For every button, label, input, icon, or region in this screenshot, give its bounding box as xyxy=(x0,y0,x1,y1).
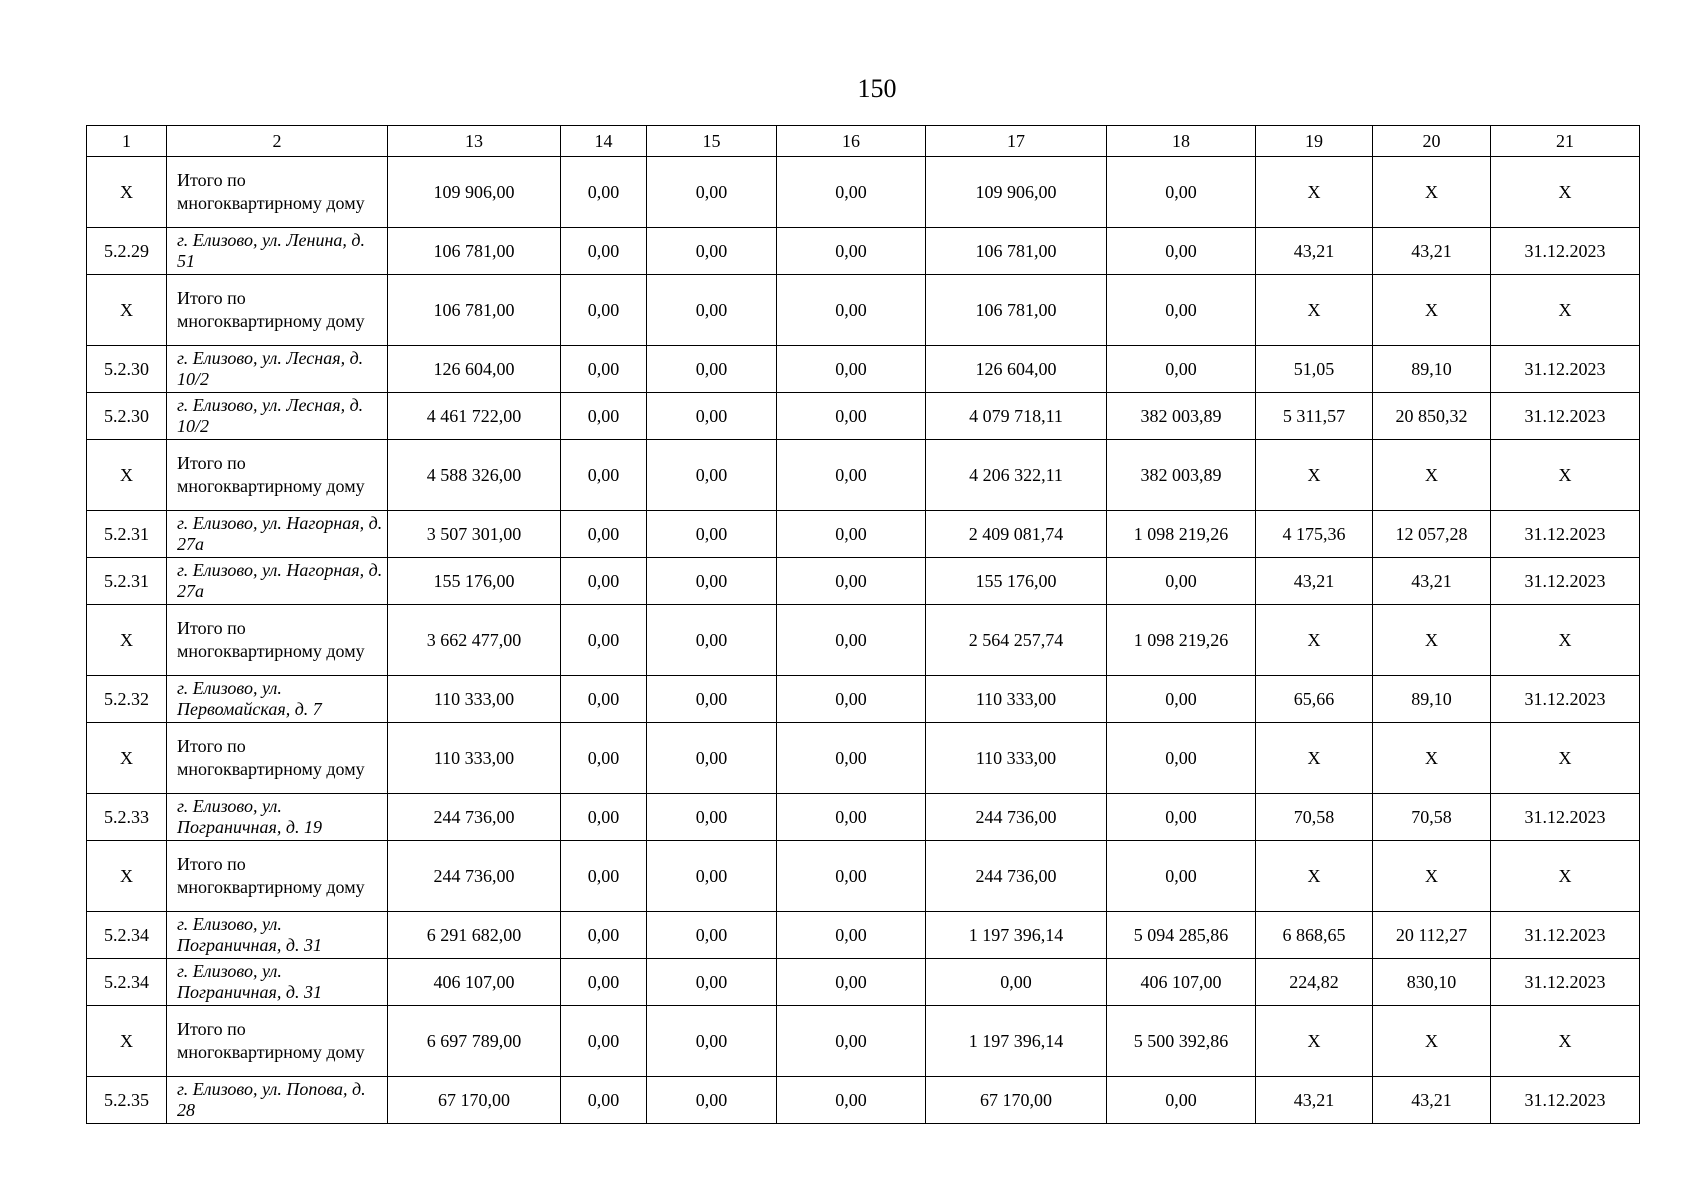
col-14-cell: 0,00 xyxy=(561,228,647,275)
col-15-cell: 0,00 xyxy=(647,511,777,558)
cost-total-cell: 126 604,00 xyxy=(388,346,561,393)
col-16-cell: 0,00 xyxy=(777,605,926,676)
table-row xyxy=(87,393,1640,440)
col-17-cell: 109 906,00 xyxy=(926,157,1107,228)
total-row xyxy=(87,275,1640,346)
col-14-cell: 0,00 xyxy=(561,157,647,228)
col-15-cell: 0,00 xyxy=(647,605,777,676)
col-17-cell: 2 409 081,74 xyxy=(926,511,1107,558)
table-body xyxy=(87,126,1640,1124)
col-16-cell: 0,00 xyxy=(777,1077,926,1124)
col-19-cell: 43,21 xyxy=(1256,558,1373,605)
col-20-cell: 43,21 xyxy=(1373,558,1491,605)
row-number-cell: X xyxy=(87,605,167,676)
col-18-cell: 0,00 xyxy=(1107,723,1256,794)
cost-total-cell: 155 176,00 xyxy=(388,558,561,605)
col-18-cell: 406 107,00 xyxy=(1107,959,1256,1006)
row-number-cell: X xyxy=(87,157,167,228)
row-number-cell: 5.2.29 xyxy=(87,228,167,275)
col-14-cell: 0,00 xyxy=(561,794,647,841)
col-14-cell: 0,00 xyxy=(561,1077,647,1124)
completion-date-cell: X xyxy=(1491,1006,1640,1077)
col-16-cell: 0,00 xyxy=(777,676,926,723)
col-18-cell: 382 003,89 xyxy=(1107,440,1256,511)
cost-total-cell: 4 461 722,00 xyxy=(388,393,561,440)
col-20-cell: X xyxy=(1373,723,1491,794)
col-16-cell: 0,00 xyxy=(777,558,926,605)
col-16-cell: 0,00 xyxy=(777,912,926,959)
col-20-cell: 830,10 xyxy=(1373,959,1491,1006)
col-20-cell: 89,10 xyxy=(1373,676,1491,723)
col-14-cell: 0,00 xyxy=(561,605,647,676)
column-number-header-row xyxy=(87,126,1640,157)
col-17-cell: 244 736,00 xyxy=(926,794,1107,841)
col-17-cell: 4 079 718,11 xyxy=(926,393,1107,440)
total-row xyxy=(87,440,1640,511)
col-19-cell: 43,21 xyxy=(1256,1077,1373,1124)
column-header: 14 xyxy=(561,126,647,157)
col-18-cell: 0,00 xyxy=(1107,676,1256,723)
col-14-cell: 0,00 xyxy=(561,959,647,1006)
col-18-cell: 0,00 xyxy=(1107,346,1256,393)
total-row xyxy=(87,1006,1640,1077)
col-19-cell: 70,58 xyxy=(1256,794,1373,841)
col-16-cell: 0,00 xyxy=(777,841,926,912)
table-row xyxy=(87,676,1640,723)
column-header: 2 xyxy=(167,126,388,157)
completion-date-cell: 31.12.2023 xyxy=(1491,393,1640,440)
col-19-cell: X xyxy=(1256,157,1373,228)
completion-date-cell: 31.12.2023 xyxy=(1491,228,1640,275)
address-cell: Итого по многоквартирному дому xyxy=(167,605,388,676)
col-20-cell: X xyxy=(1373,1006,1491,1077)
col-17-cell: 0,00 xyxy=(926,959,1107,1006)
col-17-cell: 67 170,00 xyxy=(926,1077,1107,1124)
col-14-cell: 0,00 xyxy=(561,912,647,959)
col-19-cell: X xyxy=(1256,723,1373,794)
row-number-cell: X xyxy=(87,1006,167,1077)
completion-date-cell: 31.12.2023 xyxy=(1491,558,1640,605)
col-20-cell: X xyxy=(1373,605,1491,676)
col-20-cell: X xyxy=(1373,157,1491,228)
address-cell: г. Елизово, ул. Пограничная, д. 31 xyxy=(167,959,388,1006)
row-number-cell: X xyxy=(87,440,167,511)
row-number-cell: X xyxy=(87,841,167,912)
row-number-cell: 5.2.35 xyxy=(87,1077,167,1124)
col-18-cell: 382 003,89 xyxy=(1107,393,1256,440)
row-number-cell: 5.2.30 xyxy=(87,393,167,440)
completion-date-cell: X xyxy=(1491,157,1640,228)
col-17-cell: 2 564 257,74 xyxy=(926,605,1107,676)
row-number-cell: 5.2.31 xyxy=(87,511,167,558)
col-20-cell: X xyxy=(1373,440,1491,511)
address-cell: Итого по многоквартирному дому xyxy=(167,275,388,346)
address-cell: г. Елизово, ул. Ленина, д. 51 xyxy=(167,228,388,275)
completion-date-cell: 31.12.2023 xyxy=(1491,959,1640,1006)
completion-date-cell: 31.12.2023 xyxy=(1491,346,1640,393)
col-15-cell: 0,00 xyxy=(647,393,777,440)
col-17-cell: 110 333,00 xyxy=(926,723,1107,794)
col-16-cell: 0,00 xyxy=(777,511,926,558)
data-table xyxy=(86,125,1640,1124)
cost-total-cell: 3 507 301,00 xyxy=(388,511,561,558)
col-19-cell: 65,66 xyxy=(1256,676,1373,723)
col-18-cell: 0,00 xyxy=(1107,558,1256,605)
table-row xyxy=(87,1077,1640,1124)
completion-date-cell: X xyxy=(1491,275,1640,346)
col-20-cell: X xyxy=(1373,275,1491,346)
col-14-cell: 0,00 xyxy=(561,440,647,511)
col-15-cell: 0,00 xyxy=(647,676,777,723)
col-16-cell: 0,00 xyxy=(777,723,926,794)
col-19-cell: X xyxy=(1256,605,1373,676)
row-number-cell: 5.2.34 xyxy=(87,912,167,959)
address-cell: Итого по многоквартирному дому xyxy=(167,723,388,794)
col-20-cell: 20 850,32 xyxy=(1373,393,1491,440)
col-17-cell: 1 197 396,14 xyxy=(926,912,1107,959)
total-row xyxy=(87,157,1640,228)
table-row xyxy=(87,558,1640,605)
col-15-cell: 0,00 xyxy=(647,228,777,275)
col-14-cell: 0,00 xyxy=(561,723,647,794)
completion-date-cell: X xyxy=(1491,841,1640,912)
page-number: 150 xyxy=(857,74,897,103)
address-cell: Итого по многоквартирному дому xyxy=(167,440,388,511)
col-17-cell: 106 781,00 xyxy=(926,228,1107,275)
completion-date-cell: X xyxy=(1491,723,1640,794)
cost-total-cell: 6 697 789,00 xyxy=(388,1006,561,1077)
row-number-cell: 5.2.30 xyxy=(87,346,167,393)
address-cell: г. Елизово, ул. Лесная, д. 10/2 xyxy=(167,393,388,440)
address-cell: Итого по многоквартирному дому xyxy=(167,1006,388,1077)
col-20-cell: 12 057,28 xyxy=(1373,511,1491,558)
total-row xyxy=(87,723,1640,794)
cost-total-cell: 6 291 682,00 xyxy=(388,912,561,959)
col-14-cell: 0,00 xyxy=(561,511,647,558)
address-cell: г. Елизово, ул. Пограничная, д. 19 xyxy=(167,794,388,841)
column-header: 18 xyxy=(1107,126,1256,157)
total-row xyxy=(87,841,1640,912)
table-row xyxy=(87,346,1640,393)
col-16-cell: 0,00 xyxy=(777,393,926,440)
address-cell: г. Елизово, ул. Лесная, д. 10/2 xyxy=(167,346,388,393)
table-row xyxy=(87,912,1640,959)
col-19-cell: 4 175,36 xyxy=(1256,511,1373,558)
total-row xyxy=(87,605,1640,676)
column-header: 13 xyxy=(388,126,561,157)
col-18-cell: 5 500 392,86 xyxy=(1107,1006,1256,1077)
row-number-cell: 5.2.33 xyxy=(87,794,167,841)
cost-total-cell: 244 736,00 xyxy=(388,794,561,841)
col-15-cell: 0,00 xyxy=(647,959,777,1006)
col-16-cell: 0,00 xyxy=(777,275,926,346)
column-header: 16 xyxy=(777,126,926,157)
col-15-cell: 0,00 xyxy=(647,794,777,841)
col-16-cell: 0,00 xyxy=(777,440,926,511)
col-15-cell: 0,00 xyxy=(647,558,777,605)
col-17-cell: 4 206 322,11 xyxy=(926,440,1107,511)
col-18-cell: 0,00 xyxy=(1107,157,1256,228)
cost-total-cell: 109 906,00 xyxy=(388,157,561,228)
row-number-cell: X xyxy=(87,275,167,346)
cost-total-cell: 67 170,00 xyxy=(388,1077,561,1124)
col-17-cell: 126 604,00 xyxy=(926,346,1107,393)
col-15-cell: 0,00 xyxy=(647,723,777,794)
col-15-cell: 0,00 xyxy=(647,275,777,346)
col-15-cell: 0,00 xyxy=(647,157,777,228)
col-18-cell: 0,00 xyxy=(1107,228,1256,275)
completion-date-cell: 31.12.2023 xyxy=(1491,794,1640,841)
column-header: 15 xyxy=(647,126,777,157)
col-17-cell: 1 197 396,14 xyxy=(926,1006,1107,1077)
column-header: 20 xyxy=(1373,126,1491,157)
col-15-cell: 0,00 xyxy=(647,912,777,959)
column-header: 1 xyxy=(87,126,167,157)
table-row xyxy=(87,959,1640,1006)
col-19-cell: X xyxy=(1256,841,1373,912)
row-number-cell: 5.2.34 xyxy=(87,959,167,1006)
table-row xyxy=(87,228,1640,275)
col-20-cell: X xyxy=(1373,841,1491,912)
col-15-cell: 0,00 xyxy=(647,440,777,511)
col-19-cell: 43,21 xyxy=(1256,228,1373,275)
col-19-cell: 51,05 xyxy=(1256,346,1373,393)
col-19-cell: 6 868,65 xyxy=(1256,912,1373,959)
col-16-cell: 0,00 xyxy=(777,228,926,275)
col-19-cell: X xyxy=(1256,440,1373,511)
column-header: 21 xyxy=(1491,126,1640,157)
cost-total-cell: 244 736,00 xyxy=(388,841,561,912)
col-14-cell: 0,00 xyxy=(561,676,647,723)
address-cell: г. Елизово, ул. Попова, д. 28 xyxy=(167,1077,388,1124)
cost-total-cell: 406 107,00 xyxy=(388,959,561,1006)
col-20-cell: 43,21 xyxy=(1373,228,1491,275)
col-17-cell: 244 736,00 xyxy=(926,841,1107,912)
col-16-cell: 0,00 xyxy=(777,794,926,841)
completion-date-cell: 31.12.2023 xyxy=(1491,511,1640,558)
col-17-cell: 110 333,00 xyxy=(926,676,1107,723)
address-cell: г. Елизово, ул. Пограничная, д. 31 xyxy=(167,912,388,959)
col-19-cell: 5 311,57 xyxy=(1256,393,1373,440)
col-19-cell: X xyxy=(1256,275,1373,346)
address-cell: г. Елизово, ул. Нагорная, д. 27а xyxy=(167,558,388,605)
col-14-cell: 0,00 xyxy=(561,346,647,393)
completion-date-cell: 31.12.2023 xyxy=(1491,912,1640,959)
row-number-cell: 5.2.32 xyxy=(87,676,167,723)
table-row xyxy=(87,794,1640,841)
col-15-cell: 0,00 xyxy=(647,346,777,393)
cost-total-cell: 106 781,00 xyxy=(388,228,561,275)
address-cell: Итого по многоквартирному дому xyxy=(167,157,388,228)
col-20-cell: 70,58 xyxy=(1373,794,1491,841)
address-cell: г. Елизово, ул. Первомайская, д. 7 xyxy=(167,676,388,723)
completion-date-cell: 31.12.2023 xyxy=(1491,1077,1640,1124)
address-cell: Итого по многоквартирному дому xyxy=(167,841,388,912)
completion-date-cell: X xyxy=(1491,605,1640,676)
cost-total-cell: 3 662 477,00 xyxy=(388,605,561,676)
col-18-cell: 0,00 xyxy=(1107,275,1256,346)
col-14-cell: 0,00 xyxy=(561,1006,647,1077)
column-header: 17 xyxy=(926,126,1107,157)
table-row xyxy=(87,511,1640,558)
cost-total-cell: 110 333,00 xyxy=(388,676,561,723)
col-18-cell: 1 098 219,26 xyxy=(1107,511,1256,558)
completion-date-cell: X xyxy=(1491,440,1640,511)
col-17-cell: 106 781,00 xyxy=(926,275,1107,346)
col-17-cell: 155 176,00 xyxy=(926,558,1107,605)
col-16-cell: 0,00 xyxy=(777,959,926,1006)
cost-total-cell: 110 333,00 xyxy=(388,723,561,794)
row-number-cell: 5.2.31 xyxy=(87,558,167,605)
col-16-cell: 0,00 xyxy=(777,346,926,393)
col-20-cell: 43,21 xyxy=(1373,1077,1491,1124)
address-cell: г. Елизово, ул. Нагорная, д. 27а xyxy=(167,511,388,558)
col-15-cell: 0,00 xyxy=(647,1077,777,1124)
col-20-cell: 89,10 xyxy=(1373,346,1491,393)
column-header: 19 xyxy=(1256,126,1373,157)
col-18-cell: 0,00 xyxy=(1107,841,1256,912)
col-16-cell: 0,00 xyxy=(777,157,926,228)
col-14-cell: 0,00 xyxy=(561,275,647,346)
col-19-cell: 224,82 xyxy=(1256,959,1373,1006)
col-14-cell: 0,00 xyxy=(561,841,647,912)
col-14-cell: 0,00 xyxy=(561,558,647,605)
col-16-cell: 0,00 xyxy=(777,1006,926,1077)
cost-total-cell: 106 781,00 xyxy=(388,275,561,346)
col-15-cell: 0,00 xyxy=(647,841,777,912)
col-18-cell: 5 094 285,86 xyxy=(1107,912,1256,959)
col-19-cell: X xyxy=(1256,1006,1373,1077)
completion-date-cell: 31.12.2023 xyxy=(1491,676,1640,723)
cost-total-cell: 4 588 326,00 xyxy=(388,440,561,511)
row-number-cell: X xyxy=(87,723,167,794)
col-15-cell: 0,00 xyxy=(647,1006,777,1077)
col-18-cell: 1 098 219,26 xyxy=(1107,605,1256,676)
col-18-cell: 0,00 xyxy=(1107,1077,1256,1124)
col-18-cell: 0,00 xyxy=(1107,794,1256,841)
col-20-cell: 20 112,27 xyxy=(1373,912,1491,959)
col-14-cell: 0,00 xyxy=(561,393,647,440)
